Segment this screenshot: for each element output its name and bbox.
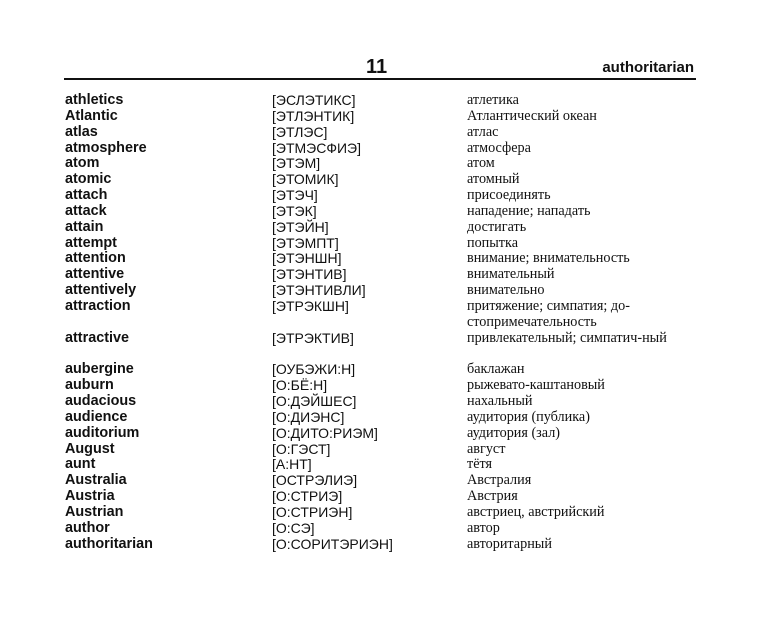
dictionary-entry (0, 188, 768, 204)
entry-word: audience (65, 408, 128, 425)
entry-translation: атомный (467, 171, 520, 188)
entry-word: athletics (65, 92, 124, 108)
dictionary-entry (0, 283, 768, 299)
entry-translation: внимательно (467, 282, 545, 299)
entry-pronunciation: [ЭТЭМПТ] (272, 234, 339, 251)
entry-translation: атом (467, 155, 495, 172)
dictionary-entry (0, 473, 768, 489)
entry-pronunciation: [ОСТРЭЛИЭ] (272, 472, 358, 489)
entry-translation: баклажан (467, 361, 525, 378)
entry-pronunciation: [ЭТЭЧ] (272, 187, 318, 204)
entry-pronunciation: [О:СОРИТЭРИЭН] (272, 535, 393, 552)
entry-pronunciation: [ЭТЭМ] (272, 155, 321, 172)
entry-word: authoritarian (65, 535, 153, 552)
entry-word: August (65, 440, 115, 457)
entry-word: aunt (65, 456, 96, 473)
entry-pronunciation: [О:БЁ:Н] (272, 377, 328, 394)
dictionary-entry (0, 378, 768, 394)
running-head: authoritarian (602, 59, 694, 76)
entry-translation: нападение; нападать (467, 202, 591, 219)
dictionary-entry (0, 109, 768, 125)
entry-pronunciation: [ОУБЭЖИ:Н] (272, 361, 356, 378)
entry-word: atmosphere (65, 139, 147, 156)
entry-translation: внимание; внимательность (467, 250, 630, 267)
entry-word: auburn (65, 377, 114, 394)
dictionary-entry (0, 537, 768, 553)
dictionary-entry (0, 410, 768, 426)
dictionary-entry (0, 442, 768, 458)
entry-word: aubergine (65, 361, 134, 378)
dictionary-entry (0, 156, 768, 172)
entry-word: attentive (65, 266, 125, 283)
dictionary-entry (0, 172, 768, 188)
dictionary-entry (0, 251, 768, 267)
header-rule (64, 78, 696, 80)
entry-translation: автор (467, 519, 500, 536)
entry-translation: аудитория (зал) (467, 424, 561, 441)
dictionary-entry (0, 267, 768, 283)
dictionary-entry (0, 362, 768, 378)
dictionary-entry (0, 457, 768, 473)
entry-translation: достигать (467, 218, 527, 235)
dictionary-entry (0, 220, 768, 236)
entry-translation: атлетика (467, 92, 519, 108)
entry-word: Atlantic (65, 107, 118, 124)
entry-translation: Австралия (467, 472, 532, 489)
entry-translation: авторитарный (467, 535, 552, 552)
entry-pronunciation: [ЭТЭНТИВ] (272, 266, 347, 283)
entry-pronunciation: [О:ГЭСТ] (272, 440, 331, 457)
dictionary-entry (0, 93, 768, 109)
entry-word: attempt (65, 234, 117, 251)
entry-word: atlas (65, 123, 98, 140)
dictionary-entries (0, 93, 768, 552)
dictionary-entry (0, 331, 768, 363)
dictionary-entry (0, 204, 768, 220)
entry-word: attentively (65, 282, 137, 299)
entry-translation: попытка (467, 234, 518, 251)
entry-pronunciation: [ЭТРЭКТИВ] (272, 329, 354, 346)
entry-word: author (65, 519, 110, 536)
dictionary-entry (0, 426, 768, 442)
entry-pronunciation: [ЭТРЭКШН] (272, 297, 349, 314)
entry-word: Austrian (65, 503, 124, 520)
dictionary-entry (0, 236, 768, 252)
dictionary-entry (0, 521, 768, 537)
entry-translation: аудитория (публика) (467, 408, 590, 425)
entry-pronunciation: [ЭТЭНТИВЛИ] (272, 282, 366, 299)
entry-translation: август (467, 440, 506, 457)
entry-pronunciation: [О:СТРИЭН] (272, 503, 353, 520)
entry-translation: атлас (467, 123, 499, 140)
entry-word: atom (65, 155, 100, 172)
dictionary-entry (0, 299, 768, 331)
dictionary-entry (0, 505, 768, 521)
entry-translation: привлекательный; симпатич-ный (467, 329, 667, 346)
entry-pronunciation: [О:СТРИЭ] (272, 488, 343, 505)
entry-translation: нахальный (467, 393, 533, 410)
entry-pronunciation: [О:ДЭЙШЕС] (272, 393, 357, 410)
entry-word: attack (65, 202, 107, 219)
entry-pronunciation: [ЭТЛЭНТИК] (272, 107, 355, 124)
entry-word: attention (65, 250, 126, 267)
dictionary-entry (0, 125, 768, 141)
dictionary-entry (0, 489, 768, 505)
entry-translation: присоединять (467, 187, 551, 204)
entry-pronunciation: [ЭТЭНШН] (272, 250, 342, 267)
dictionary-entry (0, 394, 768, 410)
entry-translation: внимательный (467, 266, 555, 283)
entry-pronunciation: [ЭТОМИК] (272, 171, 339, 188)
entry-translation: Австрия (467, 488, 518, 505)
entry-word: attach (65, 187, 108, 204)
entry-pronunciation: [О:ДИТО:РИЭМ] (272, 424, 378, 441)
entry-translation: рыжевато-каштановый (467, 377, 605, 394)
page-number: 11 (366, 56, 388, 78)
entry-pronunciation: [ЭТМЭСФИЭ] (272, 139, 361, 156)
entry-word: Austria (65, 488, 115, 505)
entry-translation: австриец, австрийский (467, 503, 605, 520)
entry-translation: тётя (467, 456, 493, 473)
entry-translation: атмосфера (467, 139, 531, 156)
entry-word: atomic (65, 171, 112, 188)
entry-pronunciation: [ЭТЭЙН] (272, 218, 329, 235)
entry-pronunciation: [ЭТЛЭС] (272, 123, 328, 140)
entry-translation: Атлантический океан (467, 107, 597, 124)
entry-word: audacious (65, 393, 137, 410)
entry-word: attractive (65, 329, 129, 346)
entry-pronunciation: [А:НТ] (272, 456, 312, 473)
entry-pronunciation: [ЭТЭК] (272, 202, 317, 219)
entry-word: Australia (65, 472, 127, 489)
entry-pronunciation: [О:ДИЭНС] (272, 408, 345, 425)
entry-pronunciation: [О:СЭ] (272, 519, 315, 536)
entry-translation: притяжение; симпатия; до-стопримечательность (467, 297, 630, 330)
entry-word: auditorium (65, 424, 140, 441)
entry-word: attraction (65, 297, 131, 314)
entry-pronunciation: [ЭСЛЭТИКС] (272, 92, 356, 108)
dictionary-entry (0, 141, 768, 157)
entry-word: attain (65, 218, 104, 235)
